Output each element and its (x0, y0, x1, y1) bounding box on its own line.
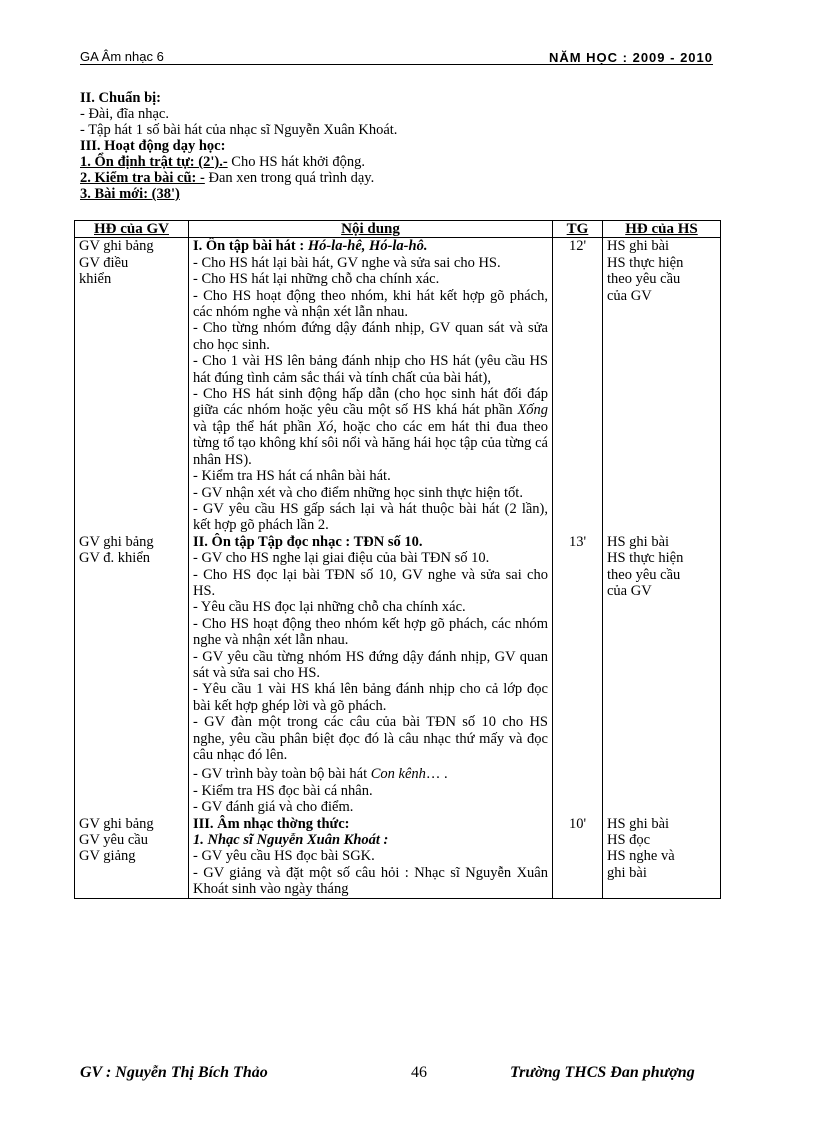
row2-tg: 13' (553, 534, 603, 816)
activity-1-label: 1. Ổn định trật tự: (2').- (80, 154, 228, 170)
content-line: - Cho 1 vài HS lên bảng đánh nhịp cho HS hát (yêu cầu HS hát đúng tình cảm sắc thái và tính chất của bài hát), (193, 353, 548, 386)
content-line: - Cho HS hoạt động theo nhóm, khi hát kết hợp gõ phách, các nhóm nghe và nhận xét lẫn nhau. (193, 287, 548, 321)
text-run: … . (425, 766, 448, 783)
activity-2 (80, 170, 720, 186)
hs-line: của GV (607, 582, 652, 599)
text-run: , hoặc cho các em hát thi đua theo từng tổ tạo không khí sôi nổi và hăng hái học tập của từng cá nhân HS). (193, 418, 548, 468)
content-line: - Cho HS hát lại bài hát, GV nghe và sửa sai cho HS. (193, 254, 501, 271)
header-rule (80, 64, 713, 65)
content-line: - GV cho HS nghe lại giai điệu của bài TĐN số 10. (193, 550, 490, 567)
header-school-year: NĂM HỌC : 2009 - 2010 (548, 50, 713, 65)
content-line: - Kiểm tra HS đọc bài cá nhân. (193, 782, 373, 799)
row1-tg: 12' (553, 238, 603, 534)
hs-line: HS nghe và (607, 848, 675, 865)
hs-line: HS đọc (607, 832, 651, 849)
content-line: - Kiểm tra HS hát cá nhân bài hát. (193, 468, 391, 485)
hs-line: theo yêu cầu (607, 271, 681, 288)
row2-title: II. Ôn tập Tập đọc nhạc : TĐN số 10. (193, 533, 423, 550)
content-line: - GV giảng và đặt một số câu hỏi : Nhạc sĩ Nguyễn Xuân Khoát sinh vào ngày tháng (193, 864, 548, 898)
activity-3 (80, 186, 720, 202)
gv-line: GV yêu cầu (79, 832, 148, 849)
row3-tg: 10' (553, 816, 603, 899)
table-header-row (75, 221, 721, 238)
row2-gv (75, 534, 189, 816)
hs-line: của GV (607, 287, 652, 304)
footer-teacher: GV : Nguyễn Thị Bích Thảo (80, 1064, 268, 1081)
content-line (193, 386, 548, 468)
content-line: - Cho HS hoạt động theo nhóm kết hợp gõ phách, các nhóm nghe và nhận xét lẫn nhau. (193, 615, 548, 649)
table-row (75, 534, 721, 816)
hs-line: HS thực hiện (607, 254, 684, 271)
prep-item-2: - Tập hát 1 số bài hát của nhạc sĩ Nguyễn Xuân Khoát. (80, 122, 398, 138)
row3-title: III. Âm nhạc thờng thức: (193, 815, 350, 832)
footer-page-number: 46 (411, 1064, 427, 1081)
content-line: - Cho HS hát lại những chỗ cha chính xác. (193, 271, 440, 288)
activity-1-text: Cho HS hát khởi động. (227, 154, 366, 170)
col-header-content: Nội dung (189, 221, 553, 238)
content-line: - GV đánh giá và cho điểm. (193, 799, 354, 816)
gv-line: GV đ. khiển (79, 550, 151, 567)
header-subject: GA Âm nhạc 6 (80, 49, 164, 64)
content-line (193, 766, 548, 782)
row1-song-name: Hó-la-hê, Hó-la-hô. (307, 238, 428, 255)
footer-school: Trường THCS Đan phượng (510, 1064, 695, 1081)
gv-line: GV ghi bảng (79, 533, 154, 550)
text-run: - Cho HS hát sinh động hấp dẫn (cho học sinh hát đối đáp giữa các nhóm hoặc yêu cầu một số HS khá hát phần (193, 386, 548, 419)
text-run: Xống (517, 402, 548, 419)
row3-hs (603, 816, 721, 899)
content-line: - GV yêu cầu từng nhóm HS đứng dậy đánh nhịp, GV quan sát và sửa sai cho HS. (193, 648, 548, 681)
row1-hs (603, 238, 721, 534)
hs-line: HS ghi bài (607, 815, 670, 832)
prep-title: II. Chuẩn bị: (80, 90, 161, 106)
activity-2-label: 2. Kiểm tra bài cũ: - (80, 170, 205, 186)
content-line: - Yêu cầu HS đọc lại những chỗ cha chính xác. (193, 599, 466, 616)
row2-content (189, 534, 553, 816)
text-run: và tập thể hát phần (193, 418, 318, 435)
activities-title: III. Hoạt động dạy học: (80, 138, 226, 154)
table-row (75, 816, 721, 899)
lesson-table (74, 220, 721, 899)
col-header-gv: HĐ của GV (75, 221, 189, 238)
row3-subtitle: 1. Nhạc sĩ Nguyễn Xuân Khoát : (193, 832, 389, 849)
activity-1 (80, 154, 720, 170)
row1-title (193, 238, 548, 254)
content-line: - Cho HS đọc lại bài TĐN số 10, GV nghe và sửa sai cho HS. (193, 566, 548, 599)
row1-content (189, 238, 553, 534)
hs-line: theo yêu cầu (607, 566, 681, 583)
row2-hs (603, 534, 721, 816)
hs-line: HS ghi bài (607, 533, 670, 550)
text-run: Xó (317, 418, 334, 435)
row3-gv (75, 816, 189, 899)
table-row (75, 238, 721, 534)
gv-line: GV ghi bảng (79, 815, 154, 832)
row1-gv (75, 238, 189, 534)
gv-line: khiển (79, 271, 112, 288)
col-header-tg: TG (553, 221, 603, 238)
activity-3-label: 3. Bài mới: (38') (80, 186, 180, 202)
content-line: - GV yêu cầu HS gấp sách lại và hát thuộc bài hát (2 lần), kết hợp gõ phách lần 2. (193, 500, 548, 534)
text-run: Con kênh (370, 766, 426, 783)
col-header-hs: HĐ của HS (603, 221, 721, 238)
gv-line: GV điều (79, 254, 129, 271)
text-run: - GV trình bày toàn bộ bài hát (193, 766, 371, 783)
hs-line: HS ghi bài (607, 238, 670, 255)
gv-line: GV giảng (79, 848, 136, 865)
content-line: - GV nhận xét và cho điểm những học sinh thực hiện tốt. (193, 484, 523, 501)
content-line: - GV yêu cầu HS đọc bài SGK. (193, 848, 375, 865)
content-line: - Yêu cầu 1 vài HS khá lên bảng đánh nhịp cho cả lớp đọc bài kết hợp ghép lời và gõ phách. (193, 681, 548, 714)
prep-item-1: - Đài, đĩa nhạc. (80, 106, 169, 122)
hs-line: HS thực hiện (607, 550, 684, 567)
content-line: - GV đàn một trong các câu của bài TĐN số 10 cho HS nghe, yêu cầu phân biệt đọc đó là câu nhạc thứ mấy và đọc câu nhạc đó lên. (193, 714, 548, 763)
content-line: - Cho từng nhóm đứng dậy đánh nhịp, GV quan sát và sửa cho học sinh. (193, 320, 548, 353)
gv-line: GV ghi bảng (79, 238, 154, 255)
row1-title-label: I. Ôn tập bài hát : (193, 238, 308, 255)
intro-section (80, 90, 720, 202)
activity-2-text: Đan xen trong quá trình dạy. (204, 170, 375, 186)
row3-content (189, 816, 553, 899)
hs-line: ghi bài (607, 864, 647, 881)
